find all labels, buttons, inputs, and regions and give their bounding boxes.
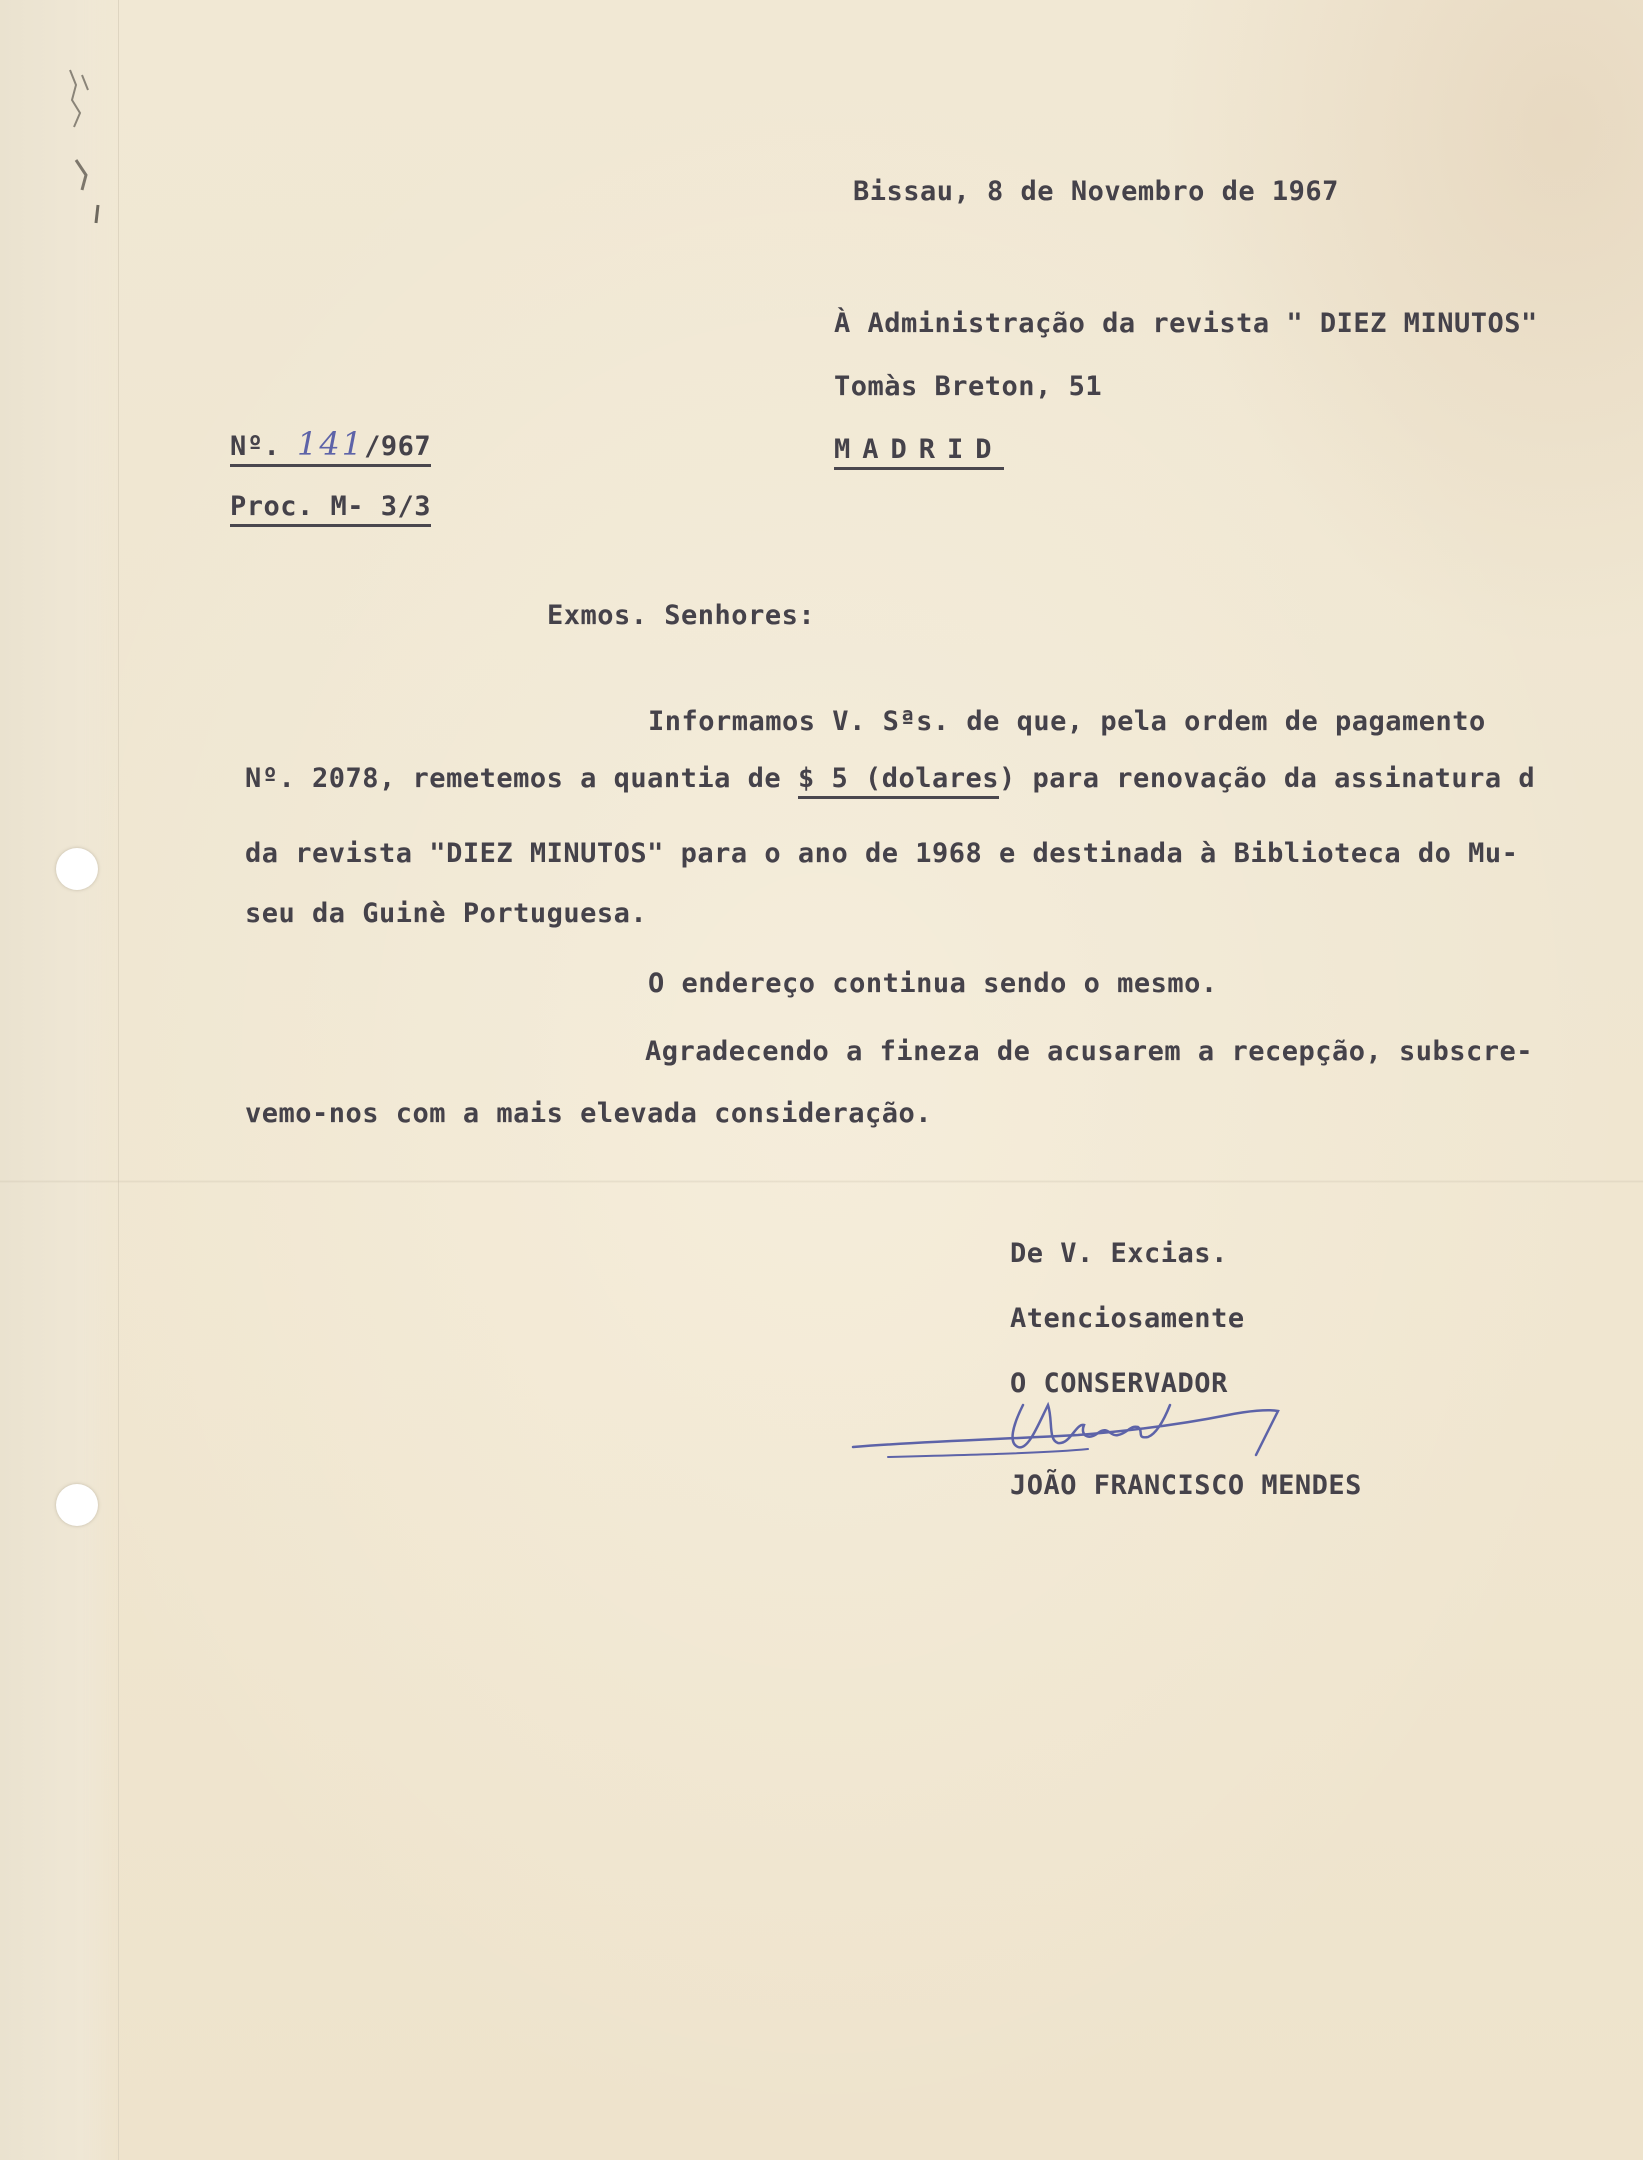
body-p1-line2 bbox=[245, 765, 1535, 792]
reference-number-suffix: /967 bbox=[364, 431, 432, 462]
torn-edge-icon bbox=[62, 65, 102, 225]
body-p1-line2-start: Nº. 2078, remetemos a quantia de bbox=[245, 763, 798, 794]
body-p2: O endereço continua sendo o mesmo. bbox=[648, 968, 1218, 999]
body-p3-line2: vemo-nos com a mais elevada consideração. bbox=[245, 1098, 932, 1129]
closing-line-1: De V. Excias. bbox=[1010, 1238, 1228, 1269]
recipient-city: MADRID bbox=[834, 436, 1004, 470]
closing-line-2: Atenciosamente bbox=[1010, 1303, 1245, 1334]
body-p1-line3: da revista "DIEZ MINUTOS" para o ano de 1968 e destinada à Biblioteca do Mu- bbox=[245, 838, 1519, 869]
recipient-line-1: À Administração da revista " DIEZ MINUTOS" bbox=[834, 308, 1538, 339]
process-reference: Proc. M- 3/3 bbox=[230, 493, 431, 527]
body-p1-line4: seu da Guinè Portuguesa. bbox=[245, 898, 648, 929]
body-p1-line1: Informamos V. Sªs. de que, pela ordem de pagamento bbox=[648, 706, 1486, 737]
binding-edge bbox=[0, 0, 119, 2160]
reference-number-handwritten: 141 bbox=[297, 425, 365, 463]
reference-number bbox=[230, 425, 432, 467]
date-line: Bissau, 8 de Novembro de 1967 bbox=[853, 176, 1339, 207]
signatory-title: O CONSERVADOR bbox=[1010, 1368, 1228, 1399]
punch-hole-top bbox=[56, 848, 98, 890]
punch-hole-bottom bbox=[56, 1484, 98, 1526]
recipient-line-2: Tomàs Breton, 51 bbox=[834, 371, 1103, 402]
signatory-name: JOÃO FRANCISCO MENDES bbox=[1010, 1470, 1362, 1501]
salutation: Exmos. Senhores: bbox=[547, 600, 816, 631]
body-p3-line1: Agradecendo a fineza de acusarem a recepção, subscre- bbox=[645, 1036, 1534, 1067]
paper-fold bbox=[0, 1180, 1643, 1183]
reference-number-prefix: Nº. bbox=[230, 431, 281, 462]
body-p1-line2-end: ) para renovação da assinatura d bbox=[999, 763, 1536, 794]
payment-amount: $ 5 (dolares bbox=[798, 763, 999, 799]
